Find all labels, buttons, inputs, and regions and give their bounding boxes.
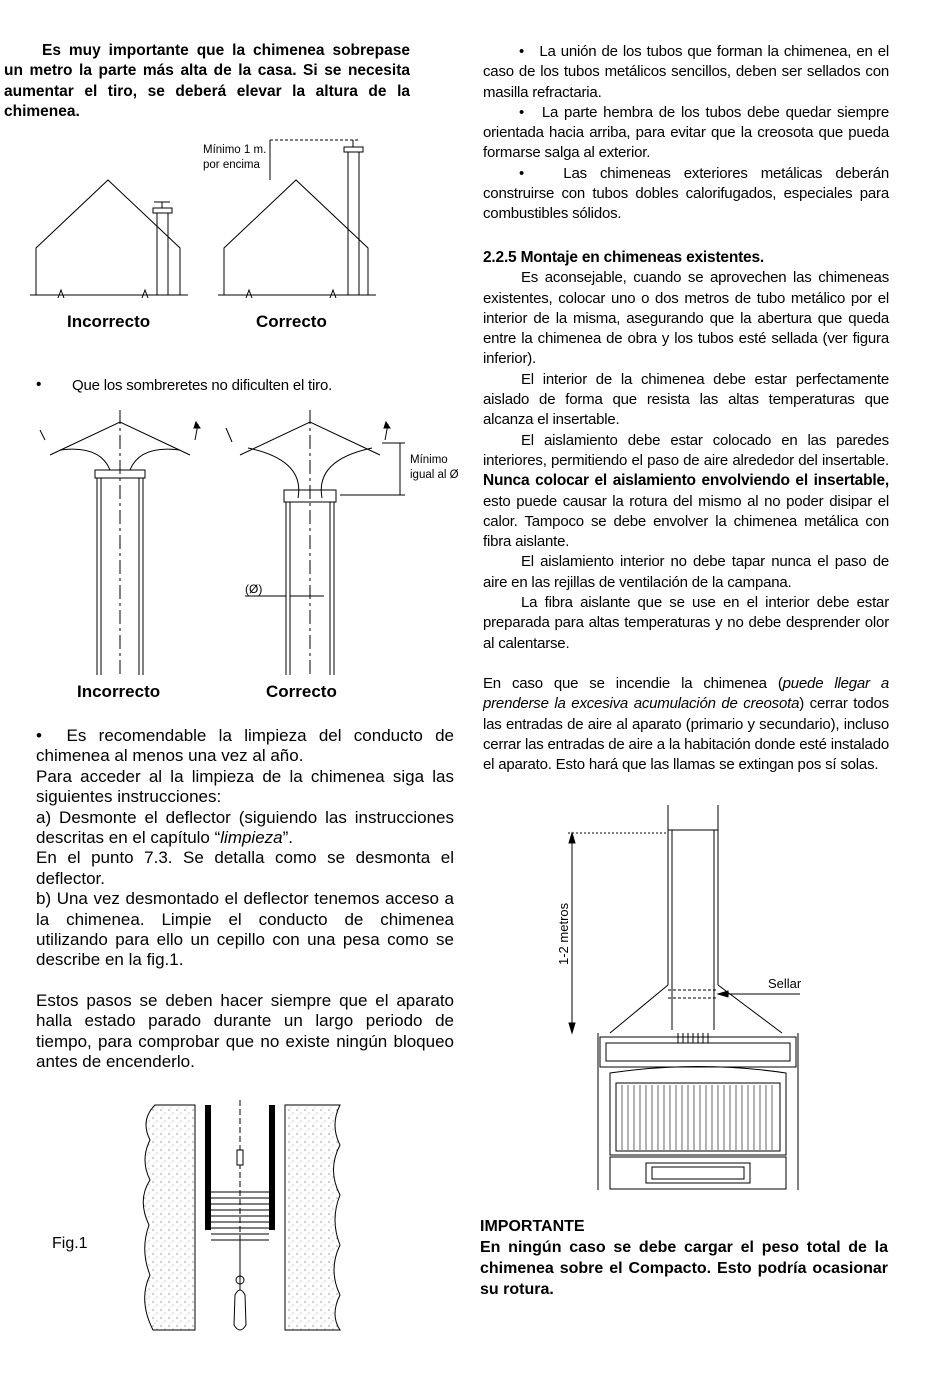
intro-paragraph: Es muy importante que la chimenea sobrepase un metro la parte más alta de la casa. Si se necesita aumentar el tiro, se deberá elevar la altura de la chimenea. <box>4 42 410 120</box>
cleaning-section <box>36 726 454 1073</box>
caps-note-line1: Mínimo <box>410 454 448 466</box>
existing-chimney-section <box>483 248 889 775</box>
important-text: En ningún caso se debe cargar el peso total de la chimenea sobre el Compacto. Esto podría ocasionar su rotura. <box>480 1239 888 1298</box>
section-p1: Es aconsejable, cuando se aprovechen las chimeneas existentes, colocar uno o dos metros de tubo metálico por el interior de la misma, asegurando que la abertura que queda entre la chimenea de obra y los tubos esté sellada (ver figura inferior). <box>483 269 889 368</box>
cleaning-point: En el punto 7.3. Se detalla como se desmonta el deflector. <box>36 848 454 888</box>
fig1-label: Fig.1 <box>52 1235 88 1252</box>
section-title: 2.2.5 Montaje en chimeneas existentes. <box>483 249 764 266</box>
roof-outline-wrong <box>36 180 180 265</box>
section-p4: El aislamiento interior no debe tapar nunca el paso de aire en las rejillas de ventilación de la campana. <box>483 553 889 591</box>
caps-figure <box>0 410 470 710</box>
caps-note-line2: igual al Ø <box>410 469 459 481</box>
install-figure <box>550 805 810 1195</box>
section-p2: El interior de la chimenea debe estar perfectamente aislado de forma que resista las altas temperaturas que alcanza el insertable. <box>483 370 889 429</box>
section-p3: El aislamiento debe estar colocado en las paredes interiores, permitiendo el paso de aire alrededor del insertable. Nunca colocar el aislamiento envolviendo el insertable, esto puede causar la rotura del mismo al no poder disipar el calor. Tampoco se debe envolver la chimenea metálica con fibra aislante. <box>483 431 889 551</box>
seal-label: Sellar <box>768 976 802 991</box>
important-title: IMPORTANTE <box>480 1218 585 1235</box>
label-correct-caps: Correcto <box>266 682 337 701</box>
cleaning-access: Para acceder al la limpieza de la chimenea siga las siguientes instrucciones: <box>36 766 454 807</box>
bullet-dot: • <box>36 376 42 393</box>
height-note-line1: Mínimo 1 m. <box>203 144 267 156</box>
cleaning-step-a: a) Desmonte el deflector (siguiendo las instrucciones descritas en el capítulo “limpieza”. <box>36 807 454 848</box>
caps-bullet: Que los sombreretes no dificulten el tiro. <box>72 377 333 394</box>
diameter-label: (Ø) <box>245 582 263 596</box>
height-note-line2: por encima <box>203 159 260 171</box>
bullet-exterior: • Las chimeneas exteriores metálicas deberán construirse con tubos dobles calorifugados, especiales para combustibles sólidos. <box>483 164 889 223</box>
cleaning-step-b: b) Una vez desmontado el deflector tenemos acceso a la chimenea. Limpie el conducto de chimenea utilizando para ello un cepillo con una pesa como se describe en la fig.1. <box>36 889 454 970</box>
label-correct-height: Correcto <box>256 312 327 331</box>
label-incorrect-caps: Incorrecto <box>77 682 161 701</box>
section-p5: La fibra aislante que se use en el interior debe estar preparada para altas temperaturas y no debe desprender olor al calentarse. <box>483 594 889 652</box>
roof-outline-right <box>224 180 368 265</box>
bullet-female: • La parte hembra de los tubos debe quedar siempre orientada hacia arriba, para evitar que la creosota que pueda formarse salga al exterior. <box>483 103 889 162</box>
important-box <box>480 1216 888 1300</box>
cleaning-repeat: Estos pasos se deben hacer siempre que el aparato halla estado parado durante un largo periodo de tiempo, para comprobar que no existe ningún bloqueo antes de encenderlo. <box>36 990 454 1072</box>
right-bullets <box>483 42 889 225</box>
label-incorrect-height: Incorrecto <box>67 312 151 331</box>
chimney-wrong <box>157 213 168 295</box>
roof-height-figure <box>0 130 440 340</box>
chimney-right <box>348 152 359 295</box>
cleaning-bullet: • Es recomendable la limpieza del conducto de chimenea al menos una vez al año. <box>36 726 454 766</box>
bullet-union: • La unión de los tubos que forman la chimenea, en el caso de los tubos metálicos sencillos, deben ser sellados con masilla refractaria. <box>483 43 889 101</box>
length-label: 1-2 metros <box>556 902 571 965</box>
fire-paragraph: En caso que se incendie la chimenea (puede llegar a prenderse la excesiva acumulación de creosota) cerrar todos las entradas de aire al aparato (primario y secundario), incluso cerrar las entradas de aire a la habitación donde esté instalado el aparato. Esto hará que las llamas se extingan pos sí solas. <box>483 674 890 774</box>
brush-figure <box>135 1100 355 1335</box>
